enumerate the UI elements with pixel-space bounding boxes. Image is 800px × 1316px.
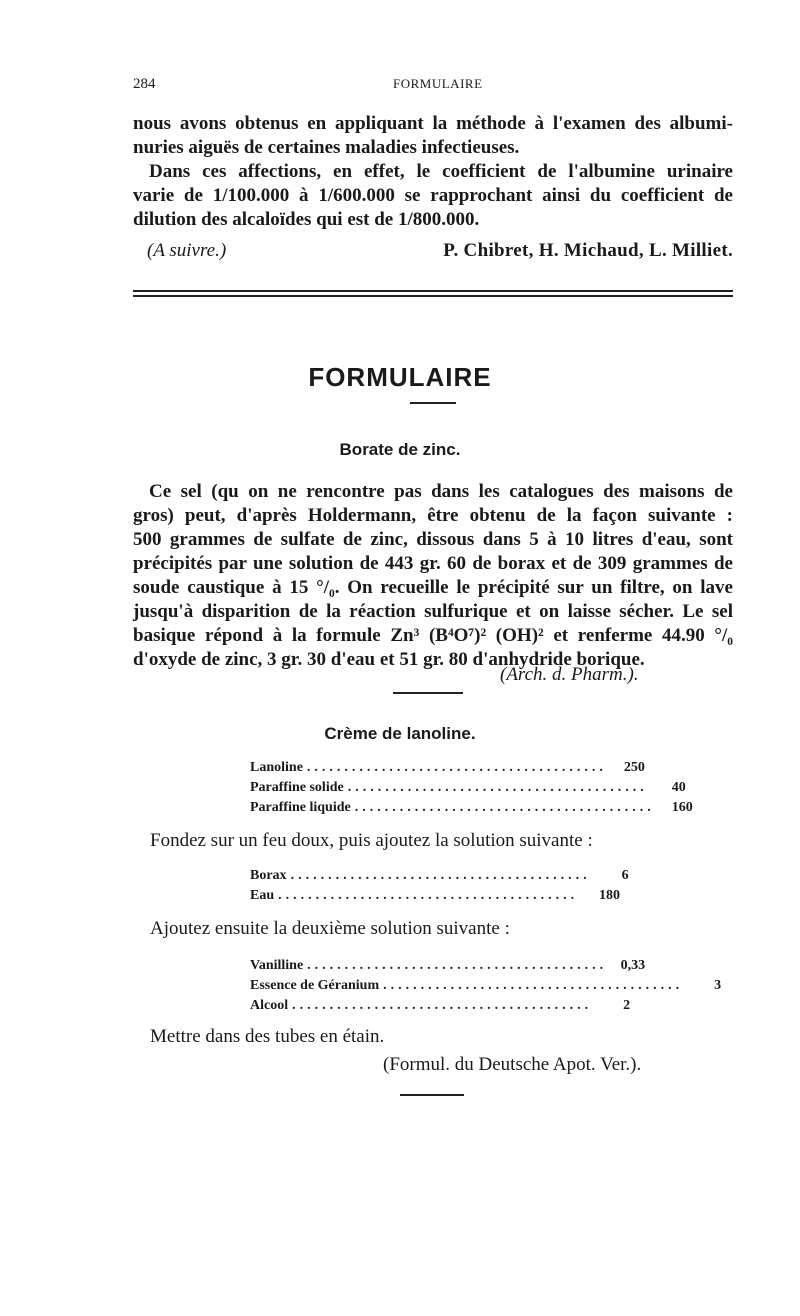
ingredient-row [250, 798, 693, 818]
ingredient-qty: 0,33 [620, 958, 646, 973]
text-line: nuries aiguës de certaines maladies infectieuses. [133, 137, 520, 158]
authors: P. Chibret, H. Michaud, L. Milliet. [443, 240, 733, 261]
running-head [133, 76, 733, 96]
ingredient-name: Paraffine liquide [250, 800, 351, 815]
ingredient-qty: 2 [623, 998, 631, 1013]
instruction-1: Fondez sur un feu doux, puis ajoutez la solution suivante : [150, 830, 593, 851]
text-line: Dans ces affections, en effet, le coefficient de l'albumine urinaire [149, 161, 733, 182]
ingredient-row [250, 886, 620, 906]
ingredient-list [250, 866, 629, 906]
ingredient-list [250, 956, 722, 1016]
creme-source: (Formul. du Deutsche Apot. Ver.). [383, 1054, 642, 1075]
text-line: varie de 1/100.000 à 1/600.000 se rapprochant ainsi du coefficient de [133, 185, 733, 206]
text-line: Ce sel (qu on ne rencontre pas dans les catalogues des maisons de [149, 481, 733, 502]
ingredient-qty: 160 [671, 800, 693, 815]
text-line: nous avons obtenus en appliquant la méthode à l'examen des albumi- [133, 113, 733, 134]
ingredient-name: Eau [250, 888, 275, 903]
leader-dots: ........................................ [278, 888, 579, 903]
ingredient-row [250, 976, 722, 996]
page-number: 284 [133, 76, 156, 92]
ingredient-name: Paraffine solide [250, 780, 344, 795]
signature-line [133, 240, 733, 266]
running-title: FORMULAIRE [393, 76, 483, 91]
ingredient-name: Vanilline [250, 958, 304, 973]
text-line: 500 grammes de sulfate de zinc, dissous dans 5 à 10 litres d'eau, sont [133, 529, 733, 550]
leader-dots: ........................................ [292, 998, 593, 1013]
intro-paragraph [133, 112, 733, 232]
a-suivre-note: (A suivre.) [147, 240, 227, 261]
ingredient-qty: 6 [621, 868, 629, 883]
ingredient-row [250, 956, 646, 976]
creme-heading: Crème de lanoline. [324, 724, 476, 743]
leader-dots: ........................................ [347, 780, 648, 795]
instruction-2: Ajoutez ensuite la deuxième solution suivante : [150, 918, 510, 939]
ingredient-row [250, 778, 686, 798]
section-title: FORMULAIRE [308, 362, 492, 392]
ingredient-name: Borax [250, 868, 287, 883]
title-rule [410, 402, 456, 404]
ingredient-name: Essence de Géranium [250, 978, 380, 993]
ingredient-qty: 180 [599, 888, 620, 903]
ingredient-name: Lanoline [250, 760, 303, 775]
ingredient-qty: 250 [623, 760, 645, 775]
text-line: gros) peut, d'après Holdermann, être obtenu de la façon suivante : [133, 505, 733, 526]
ingredient-row [250, 866, 629, 886]
text-line: jusqu'à disparition de la réaction sulfurique et on laisse sécher. Le sel [133, 601, 733, 622]
instruction-3: Mettre dans des tubes en étain. [150, 1026, 385, 1047]
ingredient-row [250, 996, 631, 1016]
ingredient-qty: 3 [714, 978, 722, 993]
borate-source: (Arch. d. Pharm.). [500, 664, 639, 685]
borate-heading: Borate de zinc. [339, 440, 461, 459]
text-line: dilution des alcaloïdes qui est de 1/800.000. [133, 209, 480, 230]
ingredient-row [250, 758, 645, 778]
ingredient-list [250, 758, 693, 818]
leader-dots: ........................................ [383, 978, 684, 993]
section-rule [393, 692, 463, 694]
ingredient-name: Alcool [250, 998, 289, 1013]
leader-dots: ........................................ [307, 958, 608, 973]
leader-dots: ........................................ [306, 760, 607, 775]
text-line: d'oxyde de zinc, 3 gr. 30 d'eau et 51 gr. 80 d'anhydride borique. [133, 649, 645, 670]
end-rule [400, 1094, 464, 1096]
text-line: soude caustique à 15 °/₀. On recueille le précipité sur un filtre, on lave [133, 577, 733, 598]
borate-paragraph [133, 480, 733, 672]
section-divider [133, 290, 733, 300]
text-line: basique répond à la formule Zn³ (B⁴O⁷)² (OH)² et renferme 44.90 °/₀ [133, 625, 733, 646]
leader-dots: ........................................ [290, 868, 591, 883]
leader-dots: ........................................ [354, 800, 655, 815]
text-line: précipités par une solution de 443 gr. 60 de borax et de 309 grammes de [133, 553, 733, 574]
ingredient-qty: 40 [671, 780, 686, 795]
